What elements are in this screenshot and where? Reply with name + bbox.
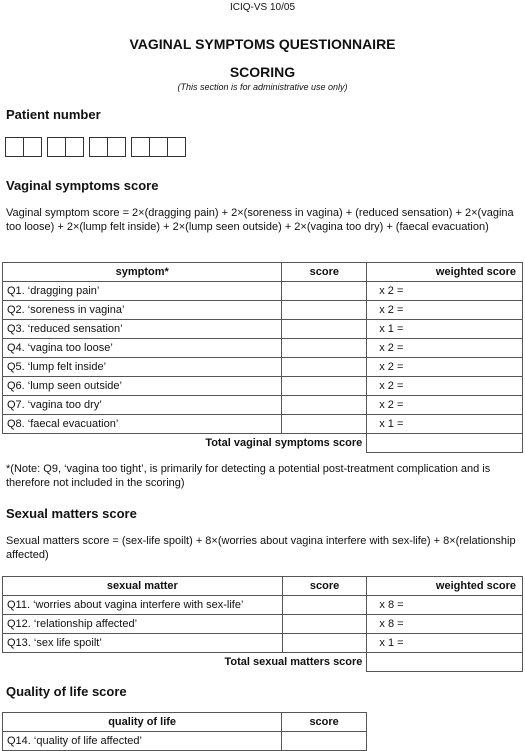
table-row	[3, 396, 523, 415]
quality-of-life-heading: Quality of life score	[6, 684, 127, 699]
table-row	[3, 596, 523, 615]
total-sexual-label: Total sexual matters score	[224, 656, 363, 669]
col-header-symptom: symptom*	[3, 263, 282, 282]
score-cell[interactable]	[282, 377, 367, 396]
score-cell[interactable]	[282, 732, 367, 751]
vaginal-symptoms-table	[2, 262, 523, 453]
score-cell[interactable]	[282, 415, 367, 434]
patient-number-group-4[interactable]	[131, 137, 186, 157]
score-cell[interactable]	[282, 320, 367, 339]
table-row	[3, 320, 523, 339]
digit-box[interactable]	[47, 137, 66, 157]
section-title-scoring: SCORING	[229, 64, 296, 80]
vaginal-formula: Vaginal symptom score = 2×(dragging pain) + 2×(soreness in vagina) + (reduced sensation) + 2×(vagina too loose) + 2×(lump felt inside) + 2×(lump seen outside) + 2×(vagina too dry) + (faecal evacuation)	[6, 207, 514, 233]
sexual-matter-cell: Q11. ‘worries about vagina interfere with sex-life’	[3, 596, 283, 615]
symptom-cell: Q3. ‘reduced sensation’	[3, 320, 282, 339]
digit-box[interactable]	[5, 137, 24, 157]
score-cell[interactable]	[282, 396, 367, 415]
digit-box[interactable]	[131, 137, 150, 157]
patient-number-boxes[interactable]	[5, 137, 191, 157]
vaginal-footnote: *(Note: Q9, ‘vagina too tight’, is primarily for detecting a potential post-treatment complication and is therefore not included in the scoring)	[6, 463, 491, 489]
table-row	[3, 377, 523, 396]
total-sexual-score-cell[interactable]	[367, 653, 523, 672]
col-header-weighted-score: weighted score	[367, 577, 523, 596]
vaginal-symptoms-heading: Vaginal symptoms score	[6, 178, 159, 193]
symptom-cell: Q1. ‘dragging pain’	[3, 282, 282, 301]
sexual-formula: Sexual matters score = (sex-life spoilt) + 8×(worries about vagina interfere with sex-life) + 8×(relationship affected)	[6, 535, 516, 561]
col-header-score: score	[282, 263, 367, 282]
weighted-score-cell[interactable]: x 8 =	[367, 596, 523, 615]
weighted-score-cell[interactable]: x 2 =	[367, 339, 523, 358]
sexual-matter-cell: Q13. ‘sex life spoilt’	[3, 634, 283, 653]
document-title: VAGINAL SYMPTOMS QUESTIONNAIRE	[129, 36, 396, 52]
document-code: ICIQ-VS 10/05	[229, 2, 296, 13]
weighted-score-cell[interactable]: x 2 =	[367, 377, 523, 396]
score-cell[interactable]	[282, 634, 367, 653]
digit-box[interactable]	[65, 137, 84, 157]
total-row	[3, 653, 523, 672]
weighted-score-cell[interactable]: x 1 =	[367, 320, 523, 339]
digit-box[interactable]	[107, 137, 126, 157]
digit-box[interactable]	[149, 137, 168, 157]
symptom-cell: Q6. ‘lump seen outside’	[3, 377, 282, 396]
sexual-matters-table	[2, 576, 523, 672]
weighted-score-cell[interactable]: x 1 =	[367, 415, 523, 434]
patient-number-group-2[interactable]	[47, 137, 84, 157]
digit-box[interactable]	[23, 137, 42, 157]
table-row	[3, 732, 367, 751]
quality-item-cell: Q14. ‘quality of life affected’	[3, 732, 282, 751]
symptom-cell: Q4. ‘vagina too loose’	[3, 339, 282, 358]
weighted-score-cell[interactable]: x 2 =	[367, 301, 523, 320]
patient-number-group-3[interactable]	[89, 137, 126, 157]
admin-use-note: (This section is for administrative use only)	[177, 82, 348, 92]
symptom-cell: Q7. ‘vagina too dry’	[3, 396, 282, 415]
total-vaginal-score-cell[interactable]	[367, 434, 523, 453]
table-row	[3, 339, 523, 358]
patient-number-group-1[interactable]	[5, 137, 42, 157]
col-header-weighted-score: weighted score	[367, 263, 523, 282]
col-header-score: score	[282, 577, 367, 596]
total-vaginal-label: Total vaginal symptoms score	[205, 437, 363, 450]
patient-number-heading: Patient number	[6, 107, 101, 122]
score-cell[interactable]	[282, 615, 367, 634]
col-header-quality-of-life: quality of life	[3, 713, 282, 732]
score-cell[interactable]	[282, 358, 367, 377]
col-header-sexual-matter: sexual matter	[3, 577, 283, 596]
weighted-score-cell[interactable]: x 2 =	[367, 282, 523, 301]
quality-of-life-table	[2, 712, 367, 751]
symptom-cell: Q2. ‘soreness in vagina’	[3, 301, 282, 320]
symptom-cell: Q5. ‘lump felt inside’	[3, 358, 282, 377]
weighted-score-cell[interactable]: x 2 =	[367, 358, 523, 377]
weighted-score-cell[interactable]: x 1 =	[367, 634, 523, 653]
table-row	[3, 282, 523, 301]
symptom-cell: Q8. ‘faecal evacuation’	[3, 415, 282, 434]
score-cell[interactable]	[282, 301, 367, 320]
table-row	[3, 415, 523, 434]
sexual-matters-heading: Sexual matters score	[6, 506, 137, 521]
table-row	[3, 358, 523, 377]
score-cell[interactable]	[282, 339, 367, 358]
col-header-score: score	[282, 713, 367, 732]
weighted-score-cell[interactable]: x 2 =	[367, 396, 523, 415]
table-row	[3, 634, 523, 653]
table-row	[3, 615, 523, 634]
score-cell[interactable]	[282, 596, 367, 615]
table-row	[3, 301, 523, 320]
digit-box[interactable]	[89, 137, 108, 157]
digit-box[interactable]	[167, 137, 186, 157]
weighted-score-cell[interactable]: x 8 =	[367, 615, 523, 634]
total-row	[3, 434, 523, 453]
score-cell[interactable]	[282, 282, 367, 301]
sexual-matter-cell: Q12. ‘relationship affected’	[3, 615, 283, 634]
